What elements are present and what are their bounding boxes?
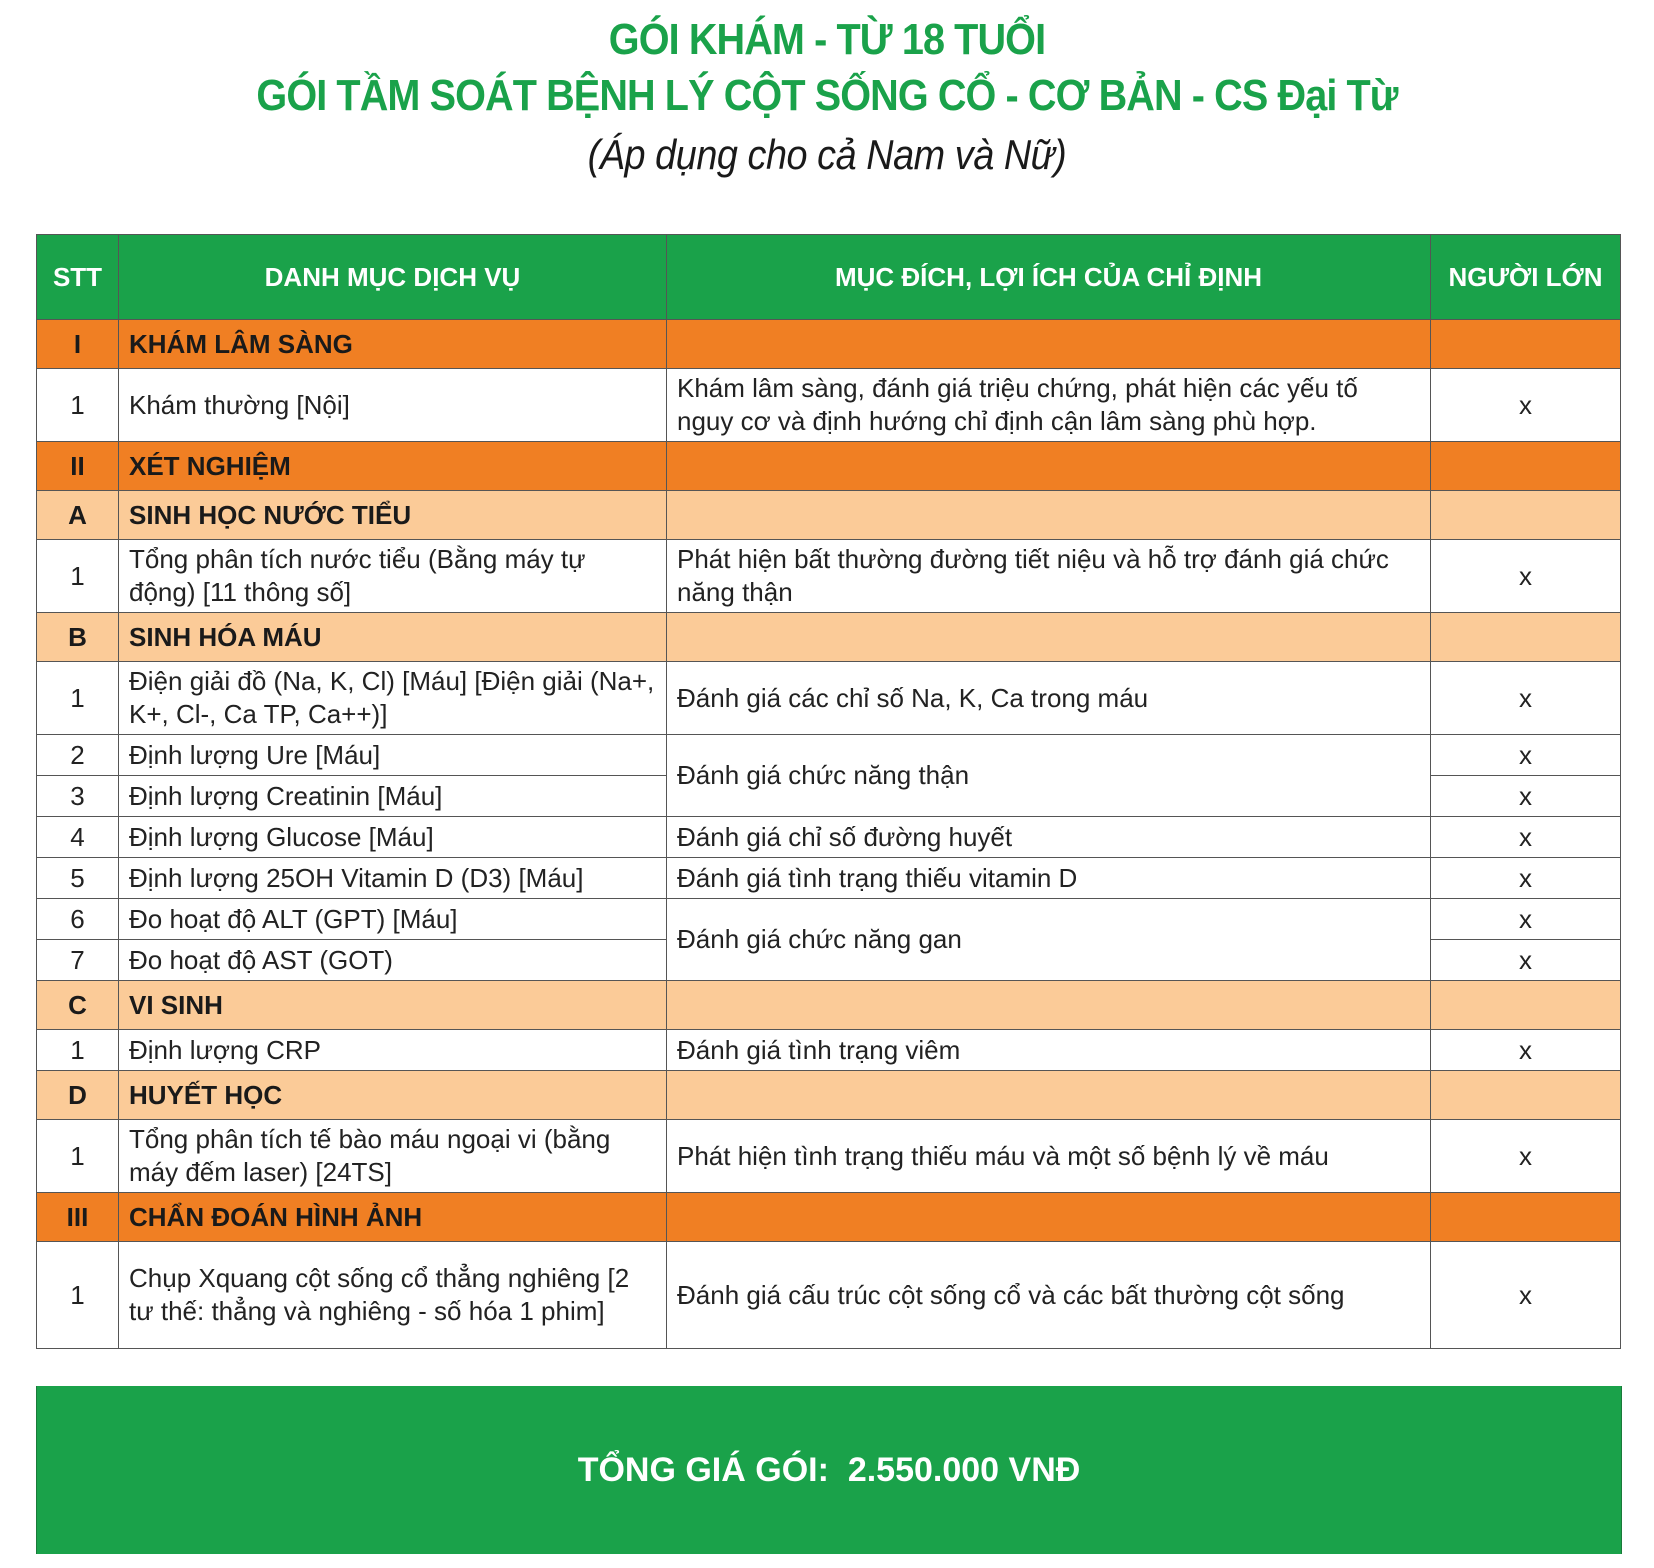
service-cell: Định lượng Glucose [Máu] <box>119 817 667 858</box>
purpose-cell: Đánh giá chức năng thận <box>667 735 1431 817</box>
purpose-cell: Đánh giá cấu trúc cột sống cổ và các bất thường cột sống <box>667 1242 1431 1349</box>
subsection-title: VI SINH <box>119 981 667 1030</box>
purpose-cell: Đánh giá chức năng gan <box>667 899 1431 981</box>
empty-cell <box>1431 491 1621 540</box>
purpose-cell: Phát hiện tình trạng thiếu máu và một số bệnh lý về máu <box>667 1120 1431 1193</box>
section-row-imaging <box>37 1193 1621 1242</box>
service-cell: Đo hoạt độ AST (GOT) <box>119 940 667 981</box>
table-row <box>37 1120 1621 1193</box>
section-row-lab-tests <box>37 442 1621 491</box>
purpose-cell: Đánh giá các chỉ số Na, K, Ca trong máu <box>667 662 1431 735</box>
empty-cell <box>667 491 1431 540</box>
empty-cell <box>667 1193 1431 1242</box>
empty-cell <box>1431 320 1621 369</box>
section-code: I <box>37 320 119 369</box>
subsection-row-blood-chemistry <box>37 613 1621 662</box>
adult-mark: x <box>1431 940 1621 981</box>
row-number: 1 <box>37 369 119 442</box>
subsection-code: C <box>37 981 119 1030</box>
table-row <box>37 817 1621 858</box>
column-header-service: DANH MỤC DỊCH VỤ <box>119 235 667 320</box>
empty-cell <box>667 1071 1431 1120</box>
row-number: 1 <box>37 1120 119 1193</box>
row-number: 3 <box>37 776 119 817</box>
purpose-cell: Đánh giá chỉ số đường huyết <box>667 817 1431 858</box>
empty-cell <box>1431 981 1621 1030</box>
adult-mark: x <box>1431 369 1621 442</box>
table-row <box>37 1242 1621 1349</box>
row-number: 4 <box>37 817 119 858</box>
table-row <box>37 899 1621 940</box>
row-number: 7 <box>37 940 119 981</box>
service-cell: Định lượng 25OH Vitamin D (D3) [Máu] <box>119 858 667 899</box>
table-row <box>37 662 1621 735</box>
row-number: 5 <box>37 858 119 899</box>
package-title: GÓI KHÁM - TỪ 18 TUỔI <box>608 15 1046 64</box>
subsection-code: D <box>37 1071 119 1120</box>
adult-mark: x <box>1431 1120 1621 1193</box>
row-number: 6 <box>37 899 119 940</box>
service-cell: Chụp Xquang cột sống cổ thẳng nghiêng [2 tư thế: thẳng và nghiêng - số hóa 1 phim] <box>119 1242 667 1349</box>
subsection-code: A <box>37 491 119 540</box>
adult-mark: x <box>1431 858 1621 899</box>
section-code: II <box>37 442 119 491</box>
total-price-label: TỔNG GIÁ GÓI: <box>577 1450 829 1489</box>
empty-cell <box>667 442 1431 491</box>
section-code: III <box>37 1193 119 1242</box>
total-price-bar <box>36 1386 1622 1554</box>
service-cell: Đo hoạt độ ALT (GPT) [Máu] <box>119 899 667 940</box>
subsection-title: SINH HÓA MÁU <box>119 613 667 662</box>
subsection-row-hematology <box>37 1071 1621 1120</box>
section-title: CHẨN ĐOÁN HÌNH ẢNH <box>119 1193 667 1242</box>
total-price-value: 2.550.000 VNĐ <box>847 1450 1081 1489</box>
subsection-row-microbiology <box>37 981 1621 1030</box>
purpose-cell: Phát hiện bất thường đường tiết niệu và hỗ trợ đánh giá chức năng thận <box>667 540 1431 613</box>
service-cell: Khám thường [Nội] <box>119 369 667 442</box>
service-cell: Tổng phân tích tế bào máu ngoại vi (bằng máy đếm laser) [24TS] <box>119 1120 667 1193</box>
table-row <box>37 735 1621 776</box>
empty-cell <box>1431 1071 1621 1120</box>
service-cell: Điện giải đồ (Na, K, Cl) [Máu] [Điện giải (Na+, K+, Cl-, Ca TP, Ca++)] <box>119 662 667 735</box>
table-row <box>37 540 1621 613</box>
row-number: 1 <box>37 540 119 613</box>
column-header-purpose: MỤC ĐÍCH, LỢI ÍCH CỦA CHỈ ĐỊNH <box>667 235 1431 320</box>
adult-mark: x <box>1431 899 1621 940</box>
adult-mark: x <box>1431 540 1621 613</box>
service-table <box>36 234 1621 1349</box>
adult-mark: x <box>1431 776 1621 817</box>
purpose-cell: Đánh giá tình trạng viêm <box>667 1030 1431 1071</box>
table-header-row <box>37 235 1621 320</box>
service-cell: Định lượng CRP <box>119 1030 667 1071</box>
column-header-stt: STT <box>37 235 119 320</box>
table-row <box>37 369 1621 442</box>
row-number: 1 <box>37 1030 119 1071</box>
adult-mark: x <box>1431 1242 1621 1349</box>
empty-cell <box>1431 442 1621 491</box>
empty-cell <box>667 320 1431 369</box>
purpose-cell: Khám lâm sàng, đánh giá triệu chứng, phát hiện các yếu tố nguy cơ và định hướng chỉ định cận lâm sàng phù hợp. <box>667 369 1431 442</box>
adult-mark: x <box>1431 1030 1621 1071</box>
table-row <box>37 1030 1621 1071</box>
purpose-cell: Đánh giá tình trạng thiếu vitamin D <box>667 858 1431 899</box>
row-number: 2 <box>37 735 119 776</box>
section-title: XÉT NGHIỆM <box>119 442 667 491</box>
table-row <box>37 858 1621 899</box>
adult-mark: x <box>1431 817 1621 858</box>
empty-cell <box>667 613 1431 662</box>
adult-mark: x <box>1431 662 1621 735</box>
package-name: GÓI TẦM SOÁT BỆNH LÝ CỘT SỐNG CỔ - CƠ BẢN - CS Đại Từ <box>256 71 1398 120</box>
row-number: 1 <box>37 662 119 735</box>
empty-cell <box>1431 1193 1621 1242</box>
subsection-title: HUYẾT HỌC <box>119 1071 667 1120</box>
service-cell: Định lượng Creatinin [Máu] <box>119 776 667 817</box>
adult-mark: x <box>1431 735 1621 776</box>
empty-cell <box>1431 613 1621 662</box>
section-title: KHÁM LÂM SÀNG <box>119 320 667 369</box>
subsection-row-urine <box>37 491 1621 540</box>
section-row-clinical <box>37 320 1621 369</box>
title-block <box>0 12 1654 186</box>
column-header-adult: NGƯỜI LỚN <box>1431 235 1621 320</box>
service-cell: Tổng phân tích nước tiểu (Bằng máy tự động) [11 thông số] <box>119 540 667 613</box>
subsection-title: SINH HỌC NƯỚC TIỂU <box>119 491 667 540</box>
empty-cell <box>667 981 1431 1030</box>
row-number: 1 <box>37 1242 119 1349</box>
service-cell: Định lượng Ure [Máu] <box>119 735 667 776</box>
package-subtitle: (Áp dụng cho cả Nam và Nữ) <box>587 131 1067 178</box>
subsection-code: B <box>37 613 119 662</box>
